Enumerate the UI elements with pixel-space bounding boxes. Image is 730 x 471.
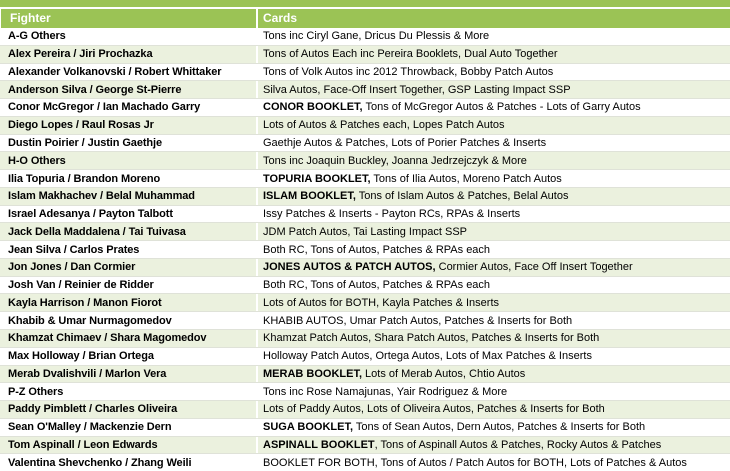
- table-row: [0, 151, 730, 169]
- cards-cell[interactable]: [256, 348, 730, 365]
- table-row: [0, 134, 730, 152]
- fighter-cell[interactable]: H-O Others: [8, 154, 66, 167]
- table-row: [0, 418, 730, 436]
- cards-cell[interactable]: [256, 81, 730, 98]
- cards-cell[interactable]: [256, 241, 730, 258]
- table-row: [0, 276, 730, 294]
- table-row: [0, 436, 730, 454]
- fighter-cell[interactable]: Tom Aspinall / Leon Edwards: [8, 438, 158, 451]
- top-green-band: [0, 0, 730, 7]
- table-row: [0, 187, 730, 205]
- fighter-cell[interactable]: Jack Della Maddalena / Tai Tuivasa: [8, 225, 186, 238]
- table-row: [0, 98, 730, 116]
- cards-bold-text: SUGA BOOKLET,: [263, 421, 354, 434]
- cards-cell[interactable]: [256, 259, 730, 276]
- cards-bold-text: ISLAM BOOKLET,: [263, 190, 356, 203]
- table-row: [0, 240, 730, 258]
- cards-text: Tons of Islam Autos & Patches, Belal Autos: [355, 190, 569, 203]
- cards-cell[interactable]: [256, 46, 730, 63]
- fighter-cell[interactable]: Max Holloway / Brian Ortega: [8, 350, 154, 363]
- cards-text: Tons of McGregor Autos & Patches - Lots of Garry Autos: [362, 101, 641, 114]
- table-row: [0, 329, 730, 347]
- cards-cell[interactable]: [256, 294, 730, 311]
- fighter-cell[interactable]: Paddy Pimblett / Charles Oliveira: [8, 403, 178, 416]
- fighter-cell[interactable]: Khamzat Chimaev / Shara Magomedov: [8, 332, 207, 345]
- cards-text: Tons inc Joaquin Buckley, Joanna Jedrzejczyk & More: [263, 154, 527, 167]
- fighter-cell[interactable]: Sean O'Malley / Mackenzie Dern: [8, 421, 172, 434]
- cards-cell[interactable]: [256, 206, 730, 223]
- cards-cell[interactable]: [256, 277, 730, 294]
- table-row: [0, 222, 730, 240]
- cards-cell[interactable]: [256, 64, 730, 81]
- table-row: [0, 28, 730, 45]
- table-row: [0, 80, 730, 98]
- cards-text: Tons of Autos Each inc Pereira Booklets, Dual Auto Together: [263, 48, 558, 61]
- cards-text: Lots of Autos for BOTH, Kayla Patches & Inserts: [263, 296, 499, 309]
- table-row: [0, 205, 730, 223]
- cards-cell[interactable]: [256, 170, 730, 187]
- fighter-cell[interactable]: Merab Dvalishvili / Marlon Vera: [8, 367, 167, 380]
- cards-cell[interactable]: [256, 454, 730, 471]
- cards-text: Tons of Sean Autos, Dern Autos, Patches & Inserts for Both: [353, 421, 646, 434]
- table-row: [0, 258, 730, 276]
- cards-text: Lots of Autos & Patches each, Lopes Patch Autos: [263, 119, 505, 132]
- cards-text: Khamzat Patch Autos, Shara Patch Autos, Patches & Inserts for Both: [263, 332, 600, 345]
- fighter-cell[interactable]: Kayla Harrison / Manon Fiorot: [8, 296, 162, 309]
- fighter-cell[interactable]: Khabib & Umar Nurmagomedov: [8, 314, 172, 327]
- cards-cell[interactable]: [256, 223, 730, 240]
- cards-cell[interactable]: [256, 366, 730, 383]
- fighter-cell[interactable]: Valentina Shevchenko / Zhang Weili: [8, 456, 192, 469]
- cards-text: Lots of Paddy Autos, Lots of Oliveira Autos, Patches & Inserts for Both: [263, 403, 605, 416]
- fighter-cell[interactable]: Jon Jones / Dan Cormier: [8, 261, 136, 274]
- cards-text: Issy Patches & Inserts - Payton RCs, RPAs & Inserts: [263, 208, 521, 221]
- fighter-cell[interactable]: Diego Lopes / Raul Rosas Jr: [8, 119, 154, 132]
- fighter-cell[interactable]: P-Z Others: [8, 385, 64, 398]
- table-row: [0, 116, 730, 134]
- table-body: [0, 28, 730, 471]
- table-row: [0, 63, 730, 81]
- cards-bold-text: MERAB BOOKLET,: [263, 367, 362, 380]
- table-row: [0, 45, 730, 63]
- table-row: [0, 293, 730, 311]
- cards-cell[interactable]: [256, 419, 730, 436]
- fighter-cell[interactable]: Dustin Poirier / Justin Gaethje: [8, 136, 162, 149]
- cards-cell[interactable]: [256, 188, 730, 205]
- cards-text: Gaethje Autos & Patches, Lots of Porier Patches & Inserts: [263, 136, 547, 149]
- cards-cell[interactable]: [256, 330, 730, 347]
- table-row: [0, 347, 730, 365]
- cards-cell[interactable]: [256, 383, 730, 400]
- cards-cell[interactable]: [256, 152, 730, 169]
- table-row: [0, 311, 730, 329]
- cards-bold-text: TOPURIA BOOKLET,: [263, 172, 371, 185]
- cards-text: Lots of Merab Autos, Chtio Autos: [362, 367, 526, 380]
- cards-cell[interactable]: [256, 312, 730, 329]
- table-row: [0, 453, 730, 471]
- cards-text: Silva Autos, Face-Off Insert Together, GSP Lasting Impact SSP: [263, 83, 571, 96]
- cards-column-header[interactable]: Cards: [256, 9, 730, 28]
- fighter-cell[interactable]: Alex Pereira / Jiri Prochazka: [8, 48, 153, 61]
- cards-text: Tons inc Ciryl Gane, Dricus Du Plessis & More: [263, 30, 490, 43]
- cards-cell[interactable]: [256, 99, 730, 116]
- cards-bold-text: CONOR BOOKLET,: [263, 101, 363, 114]
- cards-cell[interactable]: [256, 437, 730, 454]
- fighter-cell[interactable]: A-G Others: [8, 30, 66, 43]
- cards-text: Tons of Volk Autos inc 2012 Throwback, Bobby Patch Autos: [263, 65, 554, 78]
- cards-text: Both RC, Tons of Autos, Patches & RPAs each: [263, 279, 491, 292]
- cards-text: Holloway Patch Autos, Ortega Autos, Lots of Max Patches & Inserts: [263, 350, 592, 363]
- cards-text: Both RC, Tons of Autos, Patches & RPAs each: [263, 243, 491, 256]
- fighter-cell[interactable]: Israel Adesanya / Payton Talbott: [8, 208, 173, 221]
- cards-text: Cormier Autos, Face Off Insert Together: [435, 261, 633, 274]
- cards-text: BOOKLET FOR BOTH, Tons of Autos / Patch Autos for BOTH, Lots of Patches & Autos: [263, 456, 687, 469]
- cards-bold-text: JONES AUTOS & PATCH AUTOS,: [263, 261, 436, 274]
- table-row: [0, 169, 730, 187]
- fighter-cell[interactable]: Ilia Topuria / Brandon Moreno: [8, 172, 161, 185]
- cards-cell[interactable]: [256, 117, 730, 134]
- table-row: [0, 365, 730, 383]
- cards-text: Tons of Ilia Autos, Moreno Patch Autos: [370, 172, 562, 185]
- cards-bold-text: ASPINALL BOOKLET: [263, 438, 375, 451]
- fighter-column-header[interactable]: Fighter: [0, 9, 256, 28]
- cards-cell[interactable]: [256, 135, 730, 152]
- table-row: [0, 400, 730, 418]
- table-row: [0, 382, 730, 400]
- cards-text: Tons inc Rose Namajunas, Yair Rodriguez & More: [263, 385, 508, 398]
- fighter-cell[interactable]: Conor McGregor / Ian Machado Garry: [8, 101, 201, 114]
- cards-text: JDM Patch Autos, Tai Lasting Impact SSP: [263, 225, 468, 238]
- fighter-cell[interactable]: Alexander Volkanovski / Robert Whittaker: [8, 65, 222, 78]
- cards-cell[interactable]: [256, 401, 730, 418]
- fighter-cell[interactable]: Jean Silva / Carlos Prates: [8, 243, 140, 256]
- cards-text: , Tons of Aspinall Autos & Patches, Rocky Autos & Patches: [374, 438, 662, 451]
- cards-text: KHABIB AUTOS, Umar Patch Autos, Patches & Inserts for Both: [263, 314, 573, 327]
- cards-cell[interactable]: [256, 28, 730, 45]
- fighter-cell[interactable]: Islam Makhachev / Belal Muhammad: [8, 190, 195, 203]
- fighter-cell[interactable]: Anderson Silva / George St-Pierre: [8, 83, 182, 96]
- table-header-row: [0, 9, 730, 28]
- fighter-cell[interactable]: Josh Van / Reinier de Ridder: [8, 279, 154, 292]
